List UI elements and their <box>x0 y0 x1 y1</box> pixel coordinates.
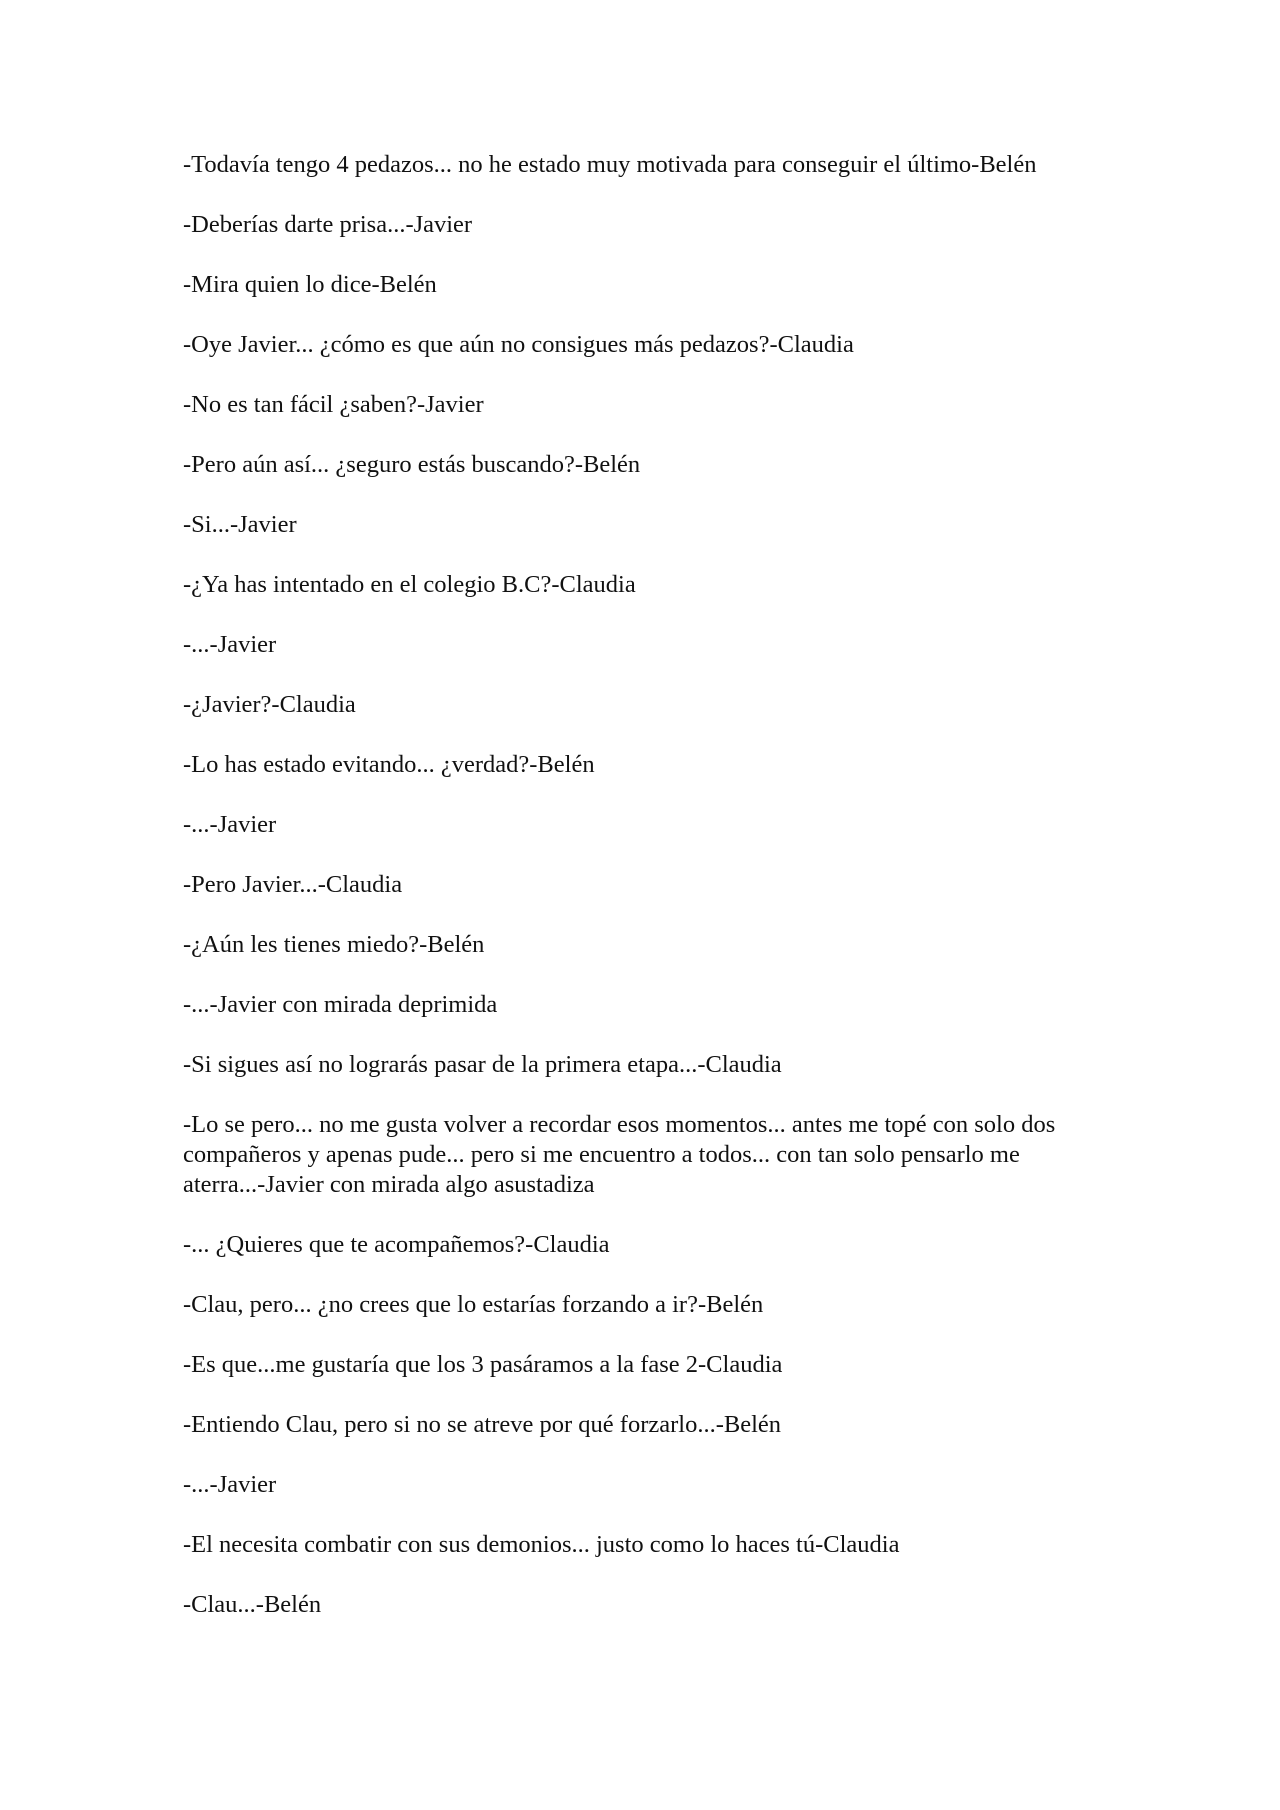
dialogue-line: -Si...-Javier <box>183 511 297 538</box>
dialogue-line: -¿Ya has intentado en el colegio B.C?-Claudia <box>183 571 636 598</box>
dialogue-line: -Clau...-Belén <box>183 1591 322 1618</box>
dialogue-line: -...-Javier <box>183 631 277 658</box>
dialogue-text <box>183 150 1098 1650</box>
dialogue-line: -Lo has estado evitando... ¿verdad?-Belén <box>183 751 595 778</box>
dialogue-line: -No es tan fácil ¿saben?-Javier <box>183 391 484 418</box>
dialogue-line: -...-Javier <box>183 811 277 838</box>
dialogue-line: -Pero Javier...-Claudia <box>183 871 403 898</box>
dialogue-line: -...-Javier con mirada deprimida <box>183 991 498 1018</box>
dialogue-line: -Clau, pero... ¿no crees que lo estarías forzando a ir?-Belén <box>183 1291 764 1318</box>
dialogue-line: -¿Javier?-Claudia <box>183 691 356 718</box>
dialogue-line: -Si sigues así no lograrás pasar de la primera etapa...-Claudia <box>183 1051 782 1078</box>
dialogue-line: -...-Javier <box>183 1471 277 1498</box>
dialogue-line: -Todavía tengo 4 pedazos... no he estado muy motivada para conseguir el último-Belén <box>183 151 1037 178</box>
dialogue-line: -Oye Javier... ¿cómo es que aún no consigues más pedazos?-Claudia <box>183 331 854 358</box>
dialogue-line: -Mira quien lo dice-Belén <box>183 271 437 298</box>
dialogue-line: -Deberías darte prisa...-Javier <box>183 211 473 238</box>
dialogue-line: -Entiendo Clau, pero si no se atreve por qué forzarlo...-Belén <box>183 1411 782 1438</box>
dialogue-line: -Pero aún así... ¿seguro estás buscando?-Belén <box>183 451 641 478</box>
dialogue-line: -Lo se pero... no me gusta volver a recordar esos momentos... antes me topé con solo dos compañeros y apenas pude... pero si me encuentro a todos... con tan solo pensarlo me aterra...-Javier con mirada algo asustadiza <box>183 1111 1056 1198</box>
dialogue-line: -¿Aún les tienes miedo?-Belén <box>183 931 485 958</box>
dialogue-line: -Es que...me gustaría que los 3 pasáramos a la fase 2-Claudia <box>183 1351 783 1378</box>
dialogue-line: -... ¿Quieres que te acompañemos?-Claudia <box>183 1231 610 1258</box>
dialogue-line: -El necesita combatir con sus demonios... justo como lo haces tú-Claudia <box>183 1531 900 1558</box>
